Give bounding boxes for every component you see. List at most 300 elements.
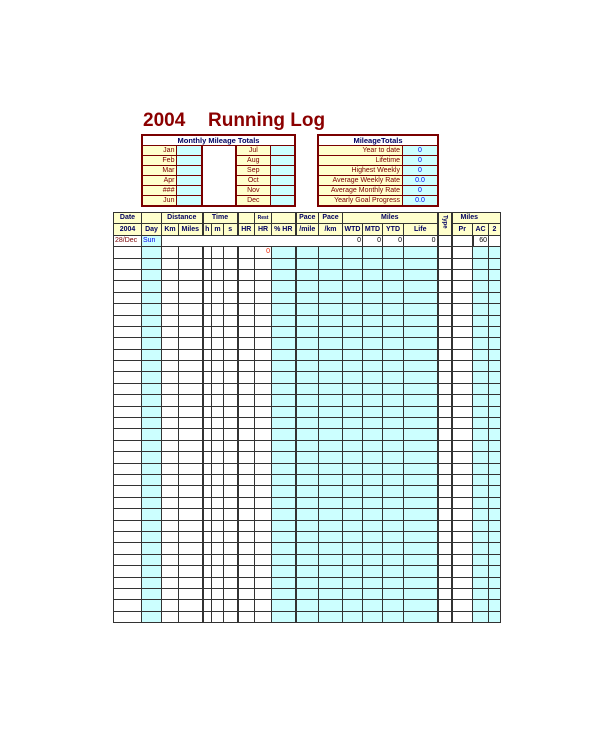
log-cell[interactable] xyxy=(142,611,162,622)
log-cell[interactable] xyxy=(255,338,272,349)
log-cell[interactable] xyxy=(319,577,343,588)
log-cell[interactable] xyxy=(473,543,489,554)
log-cell[interactable] xyxy=(363,304,383,315)
log-cell[interactable] xyxy=(363,338,383,349)
log-cell[interactable] xyxy=(224,247,238,258)
log-cell[interactable] xyxy=(203,588,212,599)
log-cell[interactable] xyxy=(212,440,224,451)
log-cell[interactable] xyxy=(363,395,383,406)
log-cell[interactable] xyxy=(179,543,203,554)
log-cell[interactable] xyxy=(224,531,238,542)
log-cell[interactable] xyxy=(162,281,179,292)
log-cell[interactable] xyxy=(179,269,203,280)
log-cell[interactable] xyxy=(296,474,319,485)
log-cell[interactable] xyxy=(383,509,404,520)
log-cell[interactable] xyxy=(473,281,489,292)
log-cell[interactable] xyxy=(272,520,296,531)
log-cell[interactable] xyxy=(162,326,179,337)
log-cell[interactable] xyxy=(404,452,438,463)
log-cell[interactable] xyxy=(489,326,501,337)
log-cell[interactable] xyxy=(296,258,319,269)
log-cell[interactable] xyxy=(404,247,438,258)
log-cell[interactable] xyxy=(272,326,296,337)
log-cell[interactable] xyxy=(404,440,438,451)
log-cell[interactable] xyxy=(238,600,255,611)
log-cell[interactable] xyxy=(473,361,489,372)
log-cell[interactable] xyxy=(212,520,224,531)
log-cell[interactable] xyxy=(363,577,383,588)
log-cell[interactable] xyxy=(224,315,238,326)
log-cell[interactable] xyxy=(238,543,255,554)
log-cell[interactable] xyxy=(255,361,272,372)
log-cell[interactable] xyxy=(383,588,404,599)
log-cell[interactable] xyxy=(162,474,179,485)
log-cell[interactable] xyxy=(452,429,473,440)
log-cell[interactable] xyxy=(452,304,473,315)
log-cell[interactable] xyxy=(142,600,162,611)
log-cell[interactable] xyxy=(438,418,452,429)
log-cell[interactable] xyxy=(438,383,452,394)
log-cell[interactable] xyxy=(343,418,363,429)
log-cell[interactable] xyxy=(179,486,203,497)
log-cell[interactable] xyxy=(162,497,179,508)
log-cell[interactable] xyxy=(452,247,473,258)
log-cell[interactable] xyxy=(179,554,203,565)
log-cell[interactable] xyxy=(272,600,296,611)
log-cell[interactable] xyxy=(489,452,501,463)
log-cell[interactable] xyxy=(114,338,142,349)
log-cell[interactable] xyxy=(203,577,212,588)
log-cell[interactable] xyxy=(489,520,501,531)
log-cell[interactable] xyxy=(203,349,212,360)
log-cell[interactable] xyxy=(296,440,319,451)
log-cell[interactable] xyxy=(473,304,489,315)
log-cell[interactable] xyxy=(255,349,272,360)
log-cell[interactable] xyxy=(238,269,255,280)
log-cell[interactable] xyxy=(212,349,224,360)
log-cell[interactable] xyxy=(452,395,473,406)
log-cell[interactable] xyxy=(238,452,255,463)
log-cell[interactable] xyxy=(343,361,363,372)
log-cell[interactable] xyxy=(363,372,383,383)
log-cell[interactable] xyxy=(179,440,203,451)
log-cell[interactable] xyxy=(473,418,489,429)
log-cell[interactable] xyxy=(296,566,319,577)
log-cell[interactable] xyxy=(142,577,162,588)
log-cell[interactable] xyxy=(452,577,473,588)
log-cell[interactable] xyxy=(343,531,363,542)
log-cell[interactable] xyxy=(296,429,319,440)
log-cell[interactable] xyxy=(212,395,224,406)
log-cell[interactable] xyxy=(489,304,501,315)
log-cell[interactable] xyxy=(114,486,142,497)
log-cell[interactable] xyxy=(452,520,473,531)
log-cell[interactable] xyxy=(296,531,319,542)
log-cell[interactable] xyxy=(383,361,404,372)
log-cell[interactable] xyxy=(142,269,162,280)
log-cell[interactable] xyxy=(142,315,162,326)
log-cell[interactable] xyxy=(224,269,238,280)
log-cell[interactable] xyxy=(212,315,224,326)
log-cell[interactable] xyxy=(212,406,224,417)
log-cell[interactable] xyxy=(179,429,203,440)
log-cell[interactable] xyxy=(452,338,473,349)
log-cell[interactable] xyxy=(489,338,501,349)
log-cell[interactable] xyxy=(179,372,203,383)
log-cell[interactable] xyxy=(272,281,296,292)
log-cell[interactable] xyxy=(179,474,203,485)
log-cell[interactable] xyxy=(363,509,383,520)
log-cell[interactable] xyxy=(114,383,142,394)
log-cell[interactable] xyxy=(383,247,404,258)
log-cell[interactable] xyxy=(238,372,255,383)
log-cell[interactable] xyxy=(272,463,296,474)
log-cell[interactable] xyxy=(203,440,212,451)
log-cell[interactable] xyxy=(224,474,238,485)
log-cell[interactable] xyxy=(319,406,343,417)
log-cell[interactable] xyxy=(179,509,203,520)
log-cell[interactable] xyxy=(272,474,296,485)
log-cell[interactable] xyxy=(452,418,473,429)
log-cell[interactable] xyxy=(272,418,296,429)
log-cell[interactable] xyxy=(404,383,438,394)
log-cell[interactable] xyxy=(179,452,203,463)
log-cell[interactable] xyxy=(255,520,272,531)
month-value[interactable] xyxy=(270,196,295,207)
log-cell[interactable] xyxy=(363,554,383,565)
log-cell[interactable] xyxy=(319,429,343,440)
log-cell[interactable] xyxy=(238,440,255,451)
log-cell[interactable] xyxy=(319,509,343,520)
log-cell[interactable] xyxy=(489,418,501,429)
log-cell[interactable] xyxy=(203,531,212,542)
log-cell[interactable] xyxy=(319,383,343,394)
log-cell[interactable] xyxy=(452,566,473,577)
log-cell[interactable] xyxy=(224,304,238,315)
log-cell[interactable] xyxy=(238,577,255,588)
log-cell[interactable] xyxy=(296,452,319,463)
log-cell[interactable] xyxy=(296,577,319,588)
log-cell[interactable] xyxy=(255,463,272,474)
log-cell[interactable] xyxy=(142,418,162,429)
log-cell[interactable] xyxy=(363,281,383,292)
log-cell[interactable] xyxy=(296,588,319,599)
log-cell[interactable] xyxy=(114,577,142,588)
log-cell[interactable] xyxy=(473,474,489,485)
log-cell[interactable] xyxy=(473,588,489,599)
log-cell[interactable] xyxy=(255,531,272,542)
log-cell[interactable] xyxy=(142,326,162,337)
log-cell[interactable] xyxy=(319,543,343,554)
log-cell[interactable] xyxy=(238,281,255,292)
log-cell[interactable] xyxy=(212,611,224,622)
log-cell[interactable] xyxy=(452,474,473,485)
log-cell[interactable] xyxy=(383,281,404,292)
log-cell[interactable] xyxy=(224,520,238,531)
log-cell[interactable] xyxy=(383,554,404,565)
log-cell[interactable] xyxy=(343,463,363,474)
log-cell[interactable] xyxy=(179,463,203,474)
log-cell[interactable] xyxy=(142,349,162,360)
log-cell[interactable] xyxy=(363,588,383,599)
log-cell[interactable] xyxy=(473,315,489,326)
log-cell[interactable] xyxy=(473,372,489,383)
log-cell[interactable] xyxy=(272,611,296,622)
log-cell[interactable] xyxy=(212,372,224,383)
log-cell[interactable] xyxy=(162,531,179,542)
log-cell[interactable] xyxy=(296,326,319,337)
log-cell[interactable] xyxy=(473,247,489,258)
log-cell[interactable] xyxy=(272,304,296,315)
log-cell[interactable] xyxy=(452,315,473,326)
log-cell[interactable] xyxy=(438,326,452,337)
log-cell[interactable] xyxy=(162,509,179,520)
log-cell[interactable] xyxy=(162,315,179,326)
month-value[interactable] xyxy=(177,146,202,156)
log-cell[interactable] xyxy=(404,474,438,485)
log-cell[interactable] xyxy=(272,338,296,349)
log-cell[interactable] xyxy=(489,486,501,497)
log-cell[interactable] xyxy=(438,361,452,372)
log-cell[interactable] xyxy=(212,554,224,565)
log-cell[interactable] xyxy=(142,247,162,258)
log-cell[interactable] xyxy=(473,440,489,451)
log-cell[interactable] xyxy=(255,509,272,520)
log-cell[interactable] xyxy=(404,577,438,588)
log-cell[interactable] xyxy=(438,486,452,497)
log-cell[interactable] xyxy=(238,497,255,508)
log-cell[interactable] xyxy=(142,554,162,565)
log-cell[interactable] xyxy=(404,429,438,440)
log-cell[interactable] xyxy=(473,566,489,577)
log-cell[interactable] xyxy=(363,315,383,326)
log-cell[interactable] xyxy=(296,383,319,394)
log-cell[interactable] xyxy=(296,372,319,383)
log-cell[interactable] xyxy=(473,326,489,337)
log-cell[interactable] xyxy=(142,395,162,406)
log-cell[interactable] xyxy=(489,383,501,394)
log-cell[interactable] xyxy=(438,258,452,269)
log-cell[interactable] xyxy=(272,372,296,383)
log-cell[interactable] xyxy=(383,452,404,463)
log-cell[interactable] xyxy=(404,543,438,554)
log-cell[interactable] xyxy=(452,554,473,565)
log-cell[interactable] xyxy=(363,611,383,622)
log-cell[interactable] xyxy=(452,326,473,337)
log-cell[interactable] xyxy=(212,566,224,577)
log-cell[interactable] xyxy=(319,247,343,258)
log-cell[interactable] xyxy=(489,429,501,440)
log-cell[interactable] xyxy=(383,577,404,588)
log-cell[interactable] xyxy=(114,395,142,406)
log-cell[interactable] xyxy=(212,497,224,508)
log-cell[interactable] xyxy=(404,281,438,292)
log-cell[interactable] xyxy=(363,269,383,280)
log-cell[interactable] xyxy=(343,509,363,520)
log-cell[interactable] xyxy=(162,600,179,611)
log-cell[interactable] xyxy=(238,338,255,349)
log-cell[interactable] xyxy=(363,452,383,463)
log-cell[interactable] xyxy=(404,395,438,406)
log-cell[interactable] xyxy=(179,304,203,315)
log-cell[interactable] xyxy=(203,292,212,303)
log-cell[interactable] xyxy=(212,474,224,485)
log-cell[interactable] xyxy=(272,315,296,326)
log-cell[interactable] xyxy=(272,292,296,303)
log-cell[interactable] xyxy=(224,383,238,394)
log-cell[interactable] xyxy=(255,395,272,406)
log-cell[interactable] xyxy=(114,543,142,554)
log-cell[interactable] xyxy=(473,577,489,588)
log-cell[interactable] xyxy=(383,326,404,337)
log-cell[interactable] xyxy=(114,554,142,565)
log-cell[interactable] xyxy=(224,577,238,588)
log-cell[interactable] xyxy=(272,395,296,406)
log-cell[interactable] xyxy=(438,406,452,417)
log-cell[interactable] xyxy=(255,474,272,485)
log-cell[interactable] xyxy=(383,349,404,360)
log-cell[interactable] xyxy=(319,338,343,349)
log-cell[interactable] xyxy=(473,554,489,565)
log-cell[interactable] xyxy=(489,281,501,292)
log-cell[interactable] xyxy=(142,383,162,394)
log-cell[interactable] xyxy=(363,247,383,258)
log-cell[interactable] xyxy=(473,258,489,269)
log-cell[interactable] xyxy=(255,486,272,497)
log-cell[interactable] xyxy=(343,338,363,349)
log-cell[interactable] xyxy=(203,406,212,417)
log-cell[interactable] xyxy=(203,326,212,337)
log-cell[interactable] xyxy=(452,383,473,394)
log-cell[interactable] xyxy=(452,600,473,611)
log-cell[interactable] xyxy=(296,349,319,360)
month-value[interactable] xyxy=(177,186,202,196)
log-cell[interactable] xyxy=(296,406,319,417)
log-cell[interactable] xyxy=(212,429,224,440)
log-cell[interactable] xyxy=(114,520,142,531)
log-cell[interactable] xyxy=(319,372,343,383)
log-cell[interactable] xyxy=(224,338,238,349)
log-cell[interactable] xyxy=(162,520,179,531)
log-cell[interactable] xyxy=(238,429,255,440)
log-cell[interactable] xyxy=(473,429,489,440)
log-cell[interactable] xyxy=(212,247,224,258)
log-cell[interactable] xyxy=(162,588,179,599)
log-cell[interactable] xyxy=(203,395,212,406)
log-cell[interactable] xyxy=(255,281,272,292)
log-cell[interactable] xyxy=(255,577,272,588)
log-cell[interactable] xyxy=(142,588,162,599)
log-cell[interactable] xyxy=(162,566,179,577)
log-cell[interactable] xyxy=(238,418,255,429)
log-cell[interactable] xyxy=(272,588,296,599)
log-cell[interactable] xyxy=(255,269,272,280)
log-cell[interactable] xyxy=(404,600,438,611)
log-cell[interactable] xyxy=(272,269,296,280)
log-cell[interactable] xyxy=(319,304,343,315)
log-cell[interactable] xyxy=(343,452,363,463)
log-cell[interactable] xyxy=(404,486,438,497)
log-cell[interactable] xyxy=(212,361,224,372)
log-cell[interactable] xyxy=(162,486,179,497)
log-cell[interactable] xyxy=(114,463,142,474)
log-cell[interactable] xyxy=(383,418,404,429)
log-cell[interactable] xyxy=(203,486,212,497)
log-cell[interactable] xyxy=(238,566,255,577)
log-cell[interactable] xyxy=(452,531,473,542)
log-cell[interactable] xyxy=(404,338,438,349)
log-cell[interactable] xyxy=(114,247,142,258)
log-cell[interactable] xyxy=(438,429,452,440)
log-cell[interactable] xyxy=(272,566,296,577)
log-cell[interactable] xyxy=(296,315,319,326)
log-cell[interactable] xyxy=(363,326,383,337)
log-cell[interactable] xyxy=(489,531,501,542)
log-cell[interactable] xyxy=(114,452,142,463)
log-cell[interactable] xyxy=(162,440,179,451)
log-cell[interactable] xyxy=(238,611,255,622)
log-cell[interactable] xyxy=(404,258,438,269)
log-cell[interactable] xyxy=(489,258,501,269)
log-cell[interactable] xyxy=(404,588,438,599)
log-cell[interactable] xyxy=(404,566,438,577)
log-cell[interactable] xyxy=(438,463,452,474)
log-cell[interactable] xyxy=(142,474,162,485)
log-cell[interactable] xyxy=(238,406,255,417)
log-cell[interactable] xyxy=(224,361,238,372)
log-cell[interactable] xyxy=(272,554,296,565)
log-cell[interactable] xyxy=(363,497,383,508)
first-day[interactable]: Sun xyxy=(142,235,162,246)
log-cell[interactable] xyxy=(255,452,272,463)
log-cell[interactable] xyxy=(114,588,142,599)
log-cell[interactable] xyxy=(363,440,383,451)
log-cell[interactable] xyxy=(203,338,212,349)
log-cell[interactable] xyxy=(452,452,473,463)
log-cell[interactable] xyxy=(363,349,383,360)
log-cell[interactable] xyxy=(114,372,142,383)
log-cell[interactable] xyxy=(212,338,224,349)
log-cell[interactable] xyxy=(238,474,255,485)
log-cell[interactable] xyxy=(438,554,452,565)
log-cell[interactable] xyxy=(473,463,489,474)
log-cell[interactable] xyxy=(383,269,404,280)
log-cell[interactable] xyxy=(179,520,203,531)
log-cell[interactable] xyxy=(142,258,162,269)
log-cell[interactable] xyxy=(363,520,383,531)
log-cell[interactable] xyxy=(343,497,363,508)
log-cell[interactable] xyxy=(343,372,363,383)
log-cell[interactable] xyxy=(404,292,438,303)
log-cell[interactable] xyxy=(296,509,319,520)
log-cell[interactable] xyxy=(142,520,162,531)
log-cell[interactable] xyxy=(363,566,383,577)
log-cell[interactable] xyxy=(404,418,438,429)
log-cell[interactable] xyxy=(114,326,142,337)
log-cell[interactable] xyxy=(319,349,343,360)
log-cell[interactable] xyxy=(296,247,319,258)
log-cell[interactable] xyxy=(114,440,142,451)
log-cell[interactable] xyxy=(203,258,212,269)
log-cell[interactable] xyxy=(296,520,319,531)
month-value[interactable] xyxy=(177,176,202,186)
log-cell[interactable] xyxy=(179,577,203,588)
log-cell[interactable] xyxy=(489,349,501,360)
log-cell[interactable] xyxy=(255,566,272,577)
log-cell[interactable] xyxy=(162,463,179,474)
log-cell[interactable] xyxy=(162,452,179,463)
log-cell[interactable] xyxy=(224,463,238,474)
